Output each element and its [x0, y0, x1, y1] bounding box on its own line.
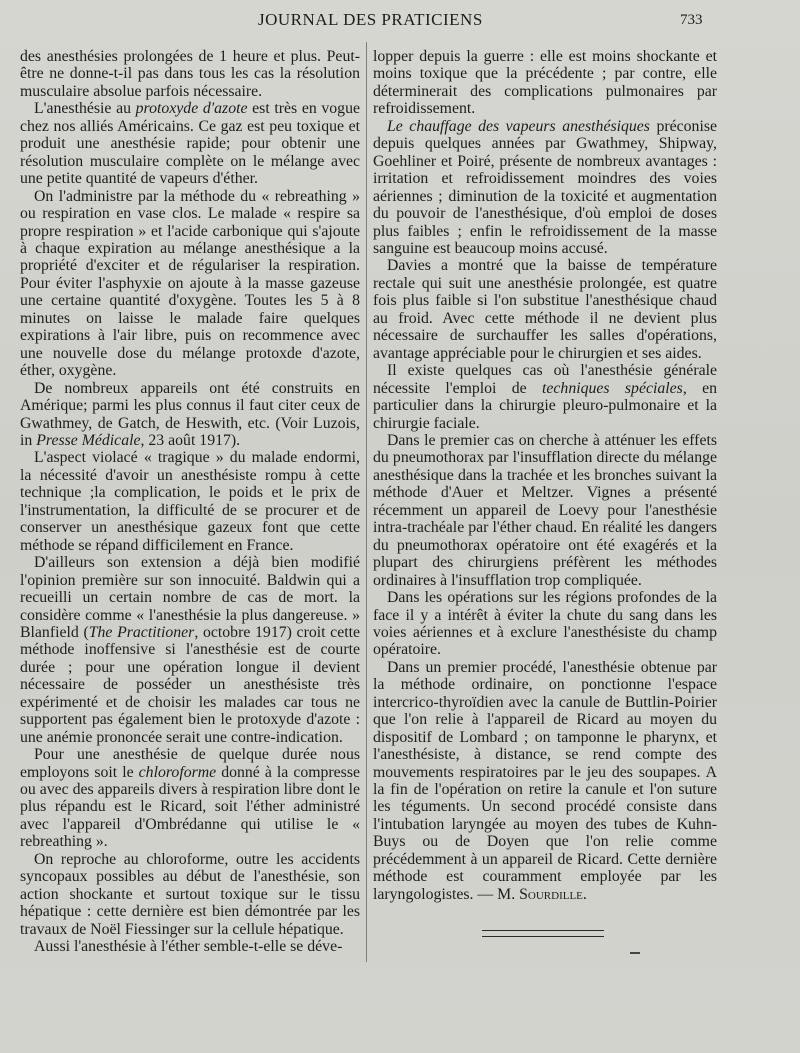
end-rule	[482, 930, 604, 937]
paragraph: Dans les opérations sur les régions profondes de la face il y a intérêt à éviter la chute du sang dans les voies aériennes et à exclure l'anesthésiste du champ opératoire.	[373, 589, 717, 659]
paragraph: Davies a montré que la baisse de température rectale qui suit une anesthésie prolongée, est quatre fois plus faible si l'on substitue l'anesthésique chaud au froid. Avec cette méthode il ne devient plus nécessaire de surchauffer les salles d'opérations, avantage appréciable pour le chirurgien et ses aides.	[373, 257, 717, 362]
paragraph: Pour une anesthésie de quelque durée nous employons soit le chloroforme donné à la compresse ou avec des appareils divers à respiration libre dont le plus répandu est le Ricard, soit l'éther administré avec l'appareil d'Ombrédanne qui utilise le « rebreathing ».	[20, 746, 360, 851]
paragraph: Dans un premier procédé, l'anesthésie obtenue par la méthode ordinaire, on ponctionne l'espace intercrico-thyroïdien avec la canule de Buttlin-Poirier que l'on relie à l'appareil de Ricard au moyen du dispositif de Lombard ; on tamponne le pharynx, et l'anesthésiste, à distance, se rend compte des mouvements respiratoires par le jeu des soupapes. A la fin de l'opération on retire la canule et l'on suture les téguments. Un second procédé consiste dans l'intubation laryngée au moyen des tubes de Kuhn-Buys ou de Doyen que l'on relie comme précédemment à un appareil de Ricard. Cette dernière méthode est couramment employée par les laryngologistes. — M. Sourdille.	[373, 658, 717, 903]
paragraph: Dans le premier cas on cherche à atténuer les effets du pneumothorax par l'insufflation directe du mélange anesthésique dans la trachée et les bronches suivant la méthode d'Auer et Meltzer. Vignes a présenté récemment un appareil de Loevy pour l'anesthésie intra-trachéale par l'éther chaud. En réalité les dangers du pneumothorax opératoire ont été exagérés et la plupart des chirurgiens préfèrent les méthodes ordinaires à l'insufflation trop compliquée.	[373, 431, 717, 589]
right-column	[373, 48, 717, 903]
left-column	[20, 48, 360, 956]
paragraph: De nombreux appareils ont été construits en Amérique; parmi les plus connus il faut citer ceux de Gwathmey, de Gatch, de Heswith, etc. (Voir Luzois, in Presse Médicale, 23 août 1917).	[20, 379, 360, 449]
page-header	[0, 10, 800, 34]
page-number: 733	[680, 12, 703, 28]
paragraph: des anesthésies prolongées de 1 heure et plus. Peut-être ne donne-t-il pas dans tous les cas la résolution musculaire absolue parfois nécessaire.	[20, 48, 360, 100]
paragraph: L'aspect violacé « tragique » du malade endormi, la nécessité d'avoir un anesthésiste rompu à cette technique ;la complication, le poids et le prix de l'instrumentation, la difficulté de se procurer et de conserver un anesthésique gazeux font que cette méthode se répand difficilement en France.	[20, 449, 360, 554]
paragraph: D'ailleurs son extension a déjà bien modifié l'opinion première sur son innocuité. Baldwin qui a recueilli un certain nombre de cas de mort. la considère comme « l'anesthésie la plus dangereuse. » Blanfield (The Practitioner, octobre 1917) croit cette méthode inoffensive si l'anesthésie est de courte durée ; pour une opération longue il devient nécessaire de posséder un anesthésiste très expérimenté et de choisir les malades car tous ne supportent pas également bien le protoxyde d'azote : une anémie prononcée serait une contre-indication.	[20, 554, 360, 746]
paragraph: Aussi l'anesthésie à l'éther semble-t-elle se déve-	[34, 938, 343, 956]
paragraph: Il existe quelques cas où l'anesthésie générale nécessite l'emploi de techniques spéciales, en particulier dans la chirurgie pleuro-pulmonaire et la chirurgie faciale.	[373, 362, 717, 432]
ornament-dash	[630, 952, 640, 954]
paragraph: lopper depuis la guerre : elle est moins shockante et moins toxique que la précédente ; par contre, elle déterminerait des complications pulmonaires par refroidissement.	[373, 48, 717, 118]
paragraph: Le chauffage des vapeurs anesthésiques préconise depuis quelques années par Gwathmey, Shipway, Goehliner et Poiré, présente de nombreux avantages : irritation et refroidissement moindres des voies aériennes ; diminution de la toxicité et augmentation du pouvoir de l'anesthésique, d'où emploi de doses plus faibles ; enfin le refroidissement de la masse sanguine est beaucoup moins accusé.	[373, 117, 717, 257]
paragraph: L'anesthésie au protoxyde d'azote est très en vogue chez nos alliés Américains. Ce gaz est peu toxique et produit une anesthésie rapide; pour obtenir une résolution musculaire complète on le mélange avec une petite quantité de vapeurs d'éther.	[20, 100, 360, 188]
paragraph: On reproche au chloroforme, outre les accidents syncopaux possibles au début de l'anesthésie, son action shockante et surtout toxique sur le tissu hépatique : cette dernière est bien démontrée par les travaux de Noël Fiessinger sur la cellule hépatique.	[20, 850, 360, 938]
author-signature: Sourdille.	[519, 885, 587, 903]
column-divider	[366, 42, 367, 962]
paragraph: On l'administre par la méthode du « rebreathing » ou respiration en vase clos. Le malade « respire sa propre respiration » et l'acide carbonique qui s'ajoute à chaque expiration au mélange anesthésique a la propriété d'exciter et de régulariser la respiration. Pour éviter l'asphyxie on ajoute à la masse gazeuse une certaine quantité d'oxygène. Toutes les 5 à 8 minutes on laisse le malade faire quelques expirations à l'air libre, puis on recommence avec une nouvelle dose du mélange protoxde d'azote, éther, oxygène.	[20, 187, 360, 380]
running-head: JOURNAL DES PRATICIENS	[258, 10, 483, 29]
